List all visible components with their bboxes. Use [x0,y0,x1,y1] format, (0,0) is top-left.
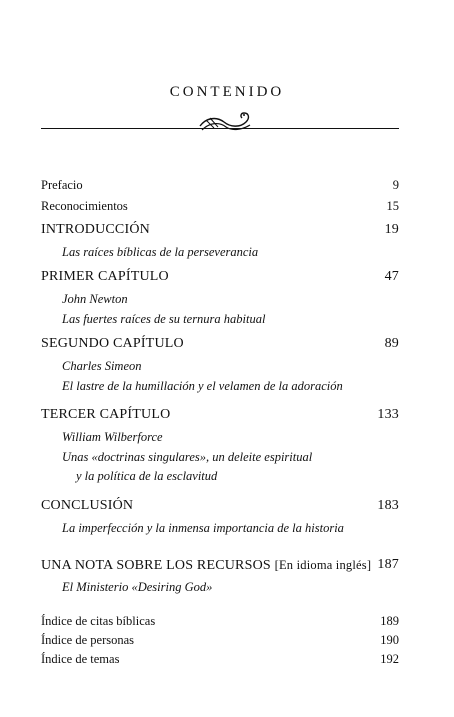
toc-entry-page: 47 [384,269,399,284]
toc-entry-page: 89 [384,336,399,351]
toc-entry-primer-capitulo[interactable] [41,268,399,286]
toc-entry-subtitle: Las fuertes raíces de su ternura habitual [62,312,266,326]
toc-entry-subtitle: El lastre de la humillación y el velamen de la adoración [62,379,343,393]
header-rule [41,128,399,129]
toc-entry-label: Prefacio [41,178,83,192]
toc-entry-label: Índice de temas [41,652,120,666]
toc-entry-label: CONCLUSIÓN [41,498,134,513]
toc-entry-page: 187 [377,557,399,572]
toc-entry-page: 133 [377,407,399,422]
toc-entry-indice-personas[interactable] [41,631,399,649]
toc-entry-subtitle-line-2: y la política de la esclavitud [76,469,218,483]
toc-entry-label: INTRODUCCIÓN [41,222,150,237]
toc-entry-page: 15 [386,199,399,213]
toc-entry-label [41,556,371,575]
toc-entry-label: SEGUNDO CAPÍTULO [41,336,184,351]
toc-entry-label: Reconocimientos [41,199,128,213]
toc-entry-label-note: [En idioma inglés] [274,558,372,572]
toc-entry-page: 183 [377,498,399,513]
toc-entry-page: 192 [380,652,399,666]
toc-entry-person: Charles Simeon [62,359,142,373]
toc-entry-subtitle: El Ministerio «Desiring God» [62,580,213,594]
toc-entry-subtitle: Las raíces bíblicas de la perseverancia [62,245,259,259]
toc-entry-label: Índice de citas bíblicas [41,614,156,628]
toc-entry-label-main: UNA NOTA SOBRE LOS RECURSOS [41,558,271,573]
toc-entry-nota-recursos[interactable] [41,556,399,574]
swan-ornament-icon [196,108,258,134]
toc-entry-indice-citas[interactable] [41,612,399,630]
toc-entry-reconocimientos[interactable] [41,197,399,215]
toc-entry-person: John Newton [62,292,128,306]
toc-entry-page: 9 [392,178,399,192]
toc-entry-conclusion[interactable] [41,497,399,515]
toc-entry-page: 19 [384,222,399,237]
toc-entry-subtitle: La imperfección y la inmensa importancia de la historia [62,521,344,535]
toc-entry-label: PRIMER CAPÍTULO [41,269,169,284]
toc-entry-label: TERCER CAPÍTULO [41,407,171,422]
page-title: CONTENIDO [169,84,285,100]
toc-entry-introduccion[interactable] [41,221,399,239]
toc-entry-page: 190 [380,633,399,647]
toc-entry-segundo-capitulo[interactable] [41,335,399,353]
toc-entry-indice-temas[interactable] [41,650,399,668]
toc-entry-subtitle-line-1: Unas «doctrinas singulares», un deleite espiritual [62,450,313,464]
toc-entry-prefacio[interactable] [41,176,399,194]
toc-entry-label: Índice de personas [41,633,135,647]
toc-entry-person: William Wilberforce [62,430,163,444]
toc-entry-page: 189 [380,614,399,628]
toc-entry-tercer-capitulo[interactable] [41,406,399,424]
